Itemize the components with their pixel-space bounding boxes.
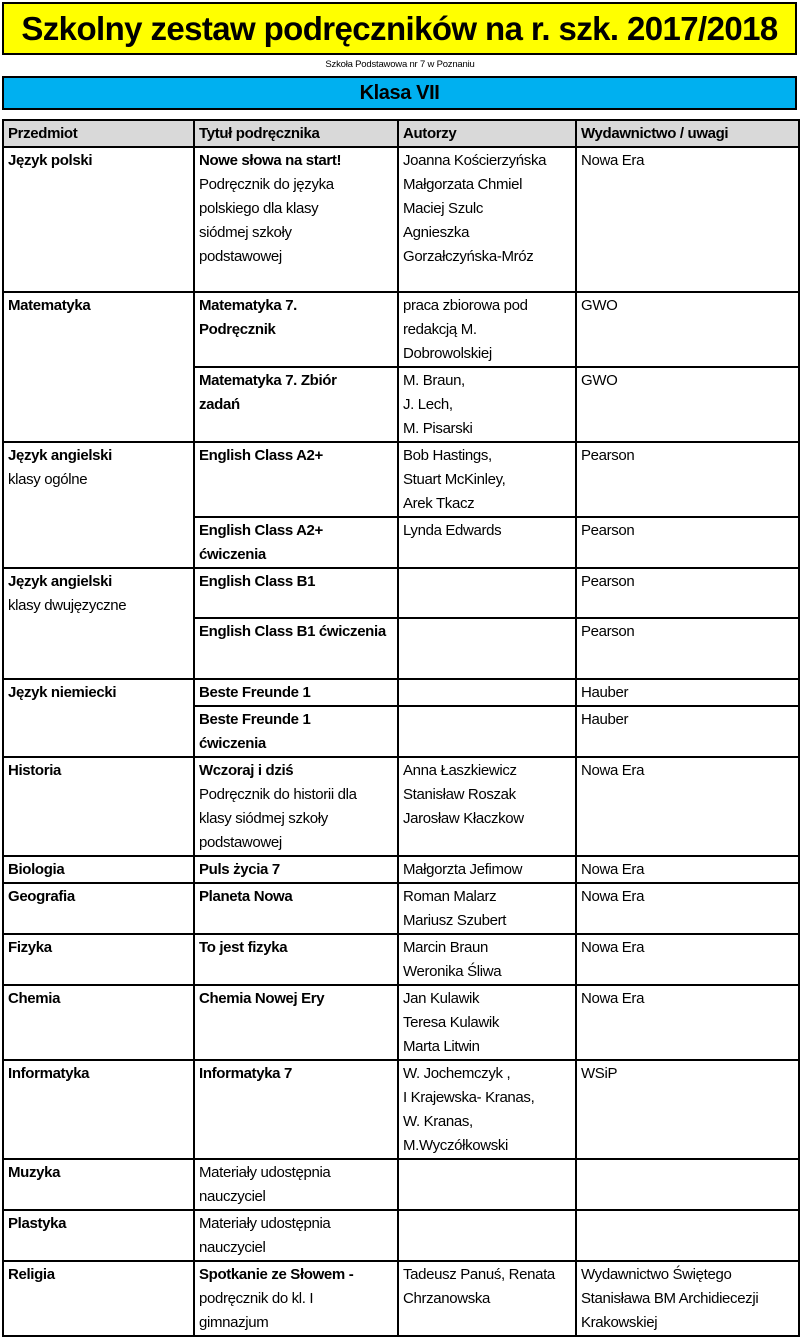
title-main: Beste Freunde 1 (199, 684, 311, 701)
title-main: ćwiczenia (199, 735, 266, 752)
title-description: klasy siódmej szkoły (199, 810, 328, 827)
title-main: English Class A2+ (199, 447, 323, 464)
publisher-line: Nowa Era (581, 762, 645, 779)
author-line: W. Jochemczyk , (403, 1065, 511, 1082)
cell-publisher (576, 568, 799, 618)
author-line: Dobrowolskiej (403, 345, 492, 362)
class-header-bar (2, 76, 797, 110)
table-row (3, 1060, 799, 1159)
table-row (3, 568, 799, 618)
cell-authors (398, 568, 576, 618)
subject-name: Plastyka (8, 1215, 67, 1232)
author-line: Agnieszka (403, 224, 470, 241)
title-main: Planeta Nowa (199, 888, 293, 905)
document-title-box (2, 2, 797, 55)
title-description: gimnazjum (199, 1314, 269, 1331)
title-main: Spotkanie ze Słowem - (199, 1266, 354, 1283)
publisher-line: Wydawnictwo Świętego (581, 1266, 732, 1283)
cell-publisher (576, 757, 799, 856)
cell-authors (398, 1210, 576, 1261)
cell-title (194, 883, 398, 934)
table-row (3, 706, 799, 757)
cell-subject (3, 618, 194, 679)
title-main: Puls życia 7 (199, 861, 280, 878)
title-main: To jest fizyka (199, 939, 288, 956)
title-main: zadań (199, 396, 240, 413)
publisher-line: GWO (581, 372, 618, 389)
cell-title (194, 147, 398, 292)
cell-publisher (576, 1159, 799, 1210)
cell-subject (3, 1261, 194, 1336)
cell-subject (3, 1159, 194, 1210)
cell-subject (3, 856, 194, 883)
author-line: Joanna Kościerzyńska (403, 152, 547, 169)
author-line: Tadeusz Panuś, Renata (403, 1266, 555, 1283)
cell-subject (3, 679, 194, 706)
cell-authors (398, 706, 576, 757)
cell-title (194, 618, 398, 679)
publisher-line: Krakowskiej (581, 1314, 658, 1331)
cell-authors (398, 517, 576, 568)
author-line: Małgorzata Chmiel (403, 176, 523, 193)
cell-publisher (576, 679, 799, 706)
cell-subject (3, 568, 194, 618)
author-line: W. Kranas, (403, 1113, 473, 1130)
title-description: nauczyciel (199, 1188, 266, 1205)
cell-publisher (576, 1210, 799, 1261)
cell-title (194, 517, 398, 568)
cell-publisher (576, 1261, 799, 1336)
author-line: Arek Tkacz (403, 495, 475, 512)
cell-publisher (576, 883, 799, 934)
title-main: Matematyka 7. (199, 297, 298, 314)
title-description: podstawowej (199, 834, 282, 851)
textbook-table (2, 119, 800, 1337)
cell-publisher (576, 618, 799, 679)
cell-publisher (576, 292, 799, 367)
cell-title (194, 1060, 398, 1159)
table-row (3, 618, 799, 679)
cell-authors (398, 757, 576, 856)
cell-subject (3, 367, 194, 442)
table-row (3, 1261, 799, 1336)
title-description: Podręcznik do języka (199, 176, 334, 193)
author-line: M.Wyczółkowski (403, 1137, 508, 1154)
publisher-line: Nowa Era (581, 939, 645, 956)
publisher-line: Pearson (581, 447, 635, 464)
cell-authors (398, 618, 576, 679)
cell-subject (3, 883, 194, 934)
cell-subject (3, 985, 194, 1060)
publisher-line: WSiP (581, 1065, 618, 1082)
table-row (3, 934, 799, 985)
cell-publisher (576, 706, 799, 757)
cell-authors (398, 367, 576, 442)
publisher-line: Pearson (581, 623, 635, 640)
subject-name: Fizyka (8, 939, 52, 956)
cell-subject (3, 1210, 194, 1261)
publisher-line: Hauber (581, 684, 629, 701)
cell-authors (398, 292, 576, 367)
title-description: nauczyciel (199, 1239, 266, 1256)
cell-title (194, 292, 398, 367)
cell-authors (398, 442, 576, 517)
cell-authors (398, 856, 576, 883)
author-line: Anna Łaszkiewicz (403, 762, 517, 779)
cell-title (194, 757, 398, 856)
author-line: Bob Hastings, (403, 447, 492, 464)
subject-name: Język angielski (8, 573, 112, 590)
subject-name: Religia (8, 1266, 55, 1283)
title-main: Podręcznik (199, 321, 276, 338)
author-line: Chrzanowska (403, 1290, 491, 1307)
table-row (3, 757, 799, 856)
cell-subject (3, 442, 194, 517)
class-label: Klasa VII (359, 81, 440, 104)
column-header-authors: Autorzy (398, 120, 576, 147)
author-line: J. Lech, (403, 396, 453, 413)
publisher-line: Nowa Era (581, 888, 645, 905)
cell-title (194, 442, 398, 517)
publisher-line: Nowa Era (581, 990, 645, 1007)
author-line: Lynda Edwards (403, 522, 502, 539)
subject-note: klasy ogólne (8, 471, 88, 488)
publisher-line: Nowa Era (581, 152, 645, 169)
school-name: Szkoła Podstawowa nr 7 w Poznaniu (325, 59, 475, 70)
cell-publisher (576, 1060, 799, 1159)
cell-subject (3, 1060, 194, 1159)
table-row (3, 517, 799, 568)
title-main: Matematyka 7. Zbiór (199, 372, 337, 389)
cell-subject (3, 934, 194, 985)
table-row (3, 147, 799, 292)
cell-publisher (576, 985, 799, 1060)
author-line: I Krajewska- Kranas, (403, 1089, 535, 1106)
author-line: Mariusz Szubert (403, 912, 507, 929)
author-line: Małgorzta Jefimow (403, 861, 523, 878)
subject-name: Język niemiecki (8, 684, 117, 701)
publisher-line: GWO (581, 297, 618, 314)
table-row (3, 367, 799, 442)
author-line: M. Braun, (403, 372, 465, 389)
cell-title (194, 706, 398, 757)
cell-authors (398, 883, 576, 934)
publisher-line: Pearson (581, 573, 635, 590)
cell-publisher (576, 367, 799, 442)
publisher-line: Stanisława BM Archidiecezji (581, 1290, 759, 1307)
cell-subject (3, 147, 194, 292)
author-line: praca zbiorowa pod (403, 297, 528, 314)
author-line: Jarosław Kłaczkow (403, 810, 524, 827)
subject-note: klasy dwujęzyczne (8, 597, 127, 614)
cell-publisher (576, 147, 799, 292)
subject-name: Historia (8, 762, 62, 779)
subject-name: Biologia (8, 861, 65, 878)
cell-title (194, 367, 398, 442)
cell-authors (398, 1060, 576, 1159)
cell-title (194, 1159, 398, 1210)
author-line: Stanisław Roszak (403, 786, 516, 803)
author-line: Marcin Braun (403, 939, 489, 956)
cell-title (194, 679, 398, 706)
title-description: podstawowej (199, 248, 282, 265)
cell-authors (398, 934, 576, 985)
table-row (3, 985, 799, 1060)
cell-subject (3, 706, 194, 757)
title-main: Wczoraj i dziś (199, 762, 294, 779)
table-row (3, 292, 799, 367)
cell-publisher (576, 934, 799, 985)
title-main: English Class B1 ćwiczenia (199, 623, 386, 640)
title-main: English Class A2+ (199, 522, 323, 539)
author-line: Gorzałczyńska-Mróz (403, 248, 534, 265)
author-line: redakcją M. (403, 321, 477, 338)
author-line: Maciej Szulc (403, 200, 483, 217)
title-main: ćwiczenia (199, 546, 266, 563)
title-main: English Class B1 (199, 573, 316, 590)
cell-publisher (576, 856, 799, 883)
cell-title (194, 1210, 398, 1261)
author-line: Stuart McKinley, (403, 471, 506, 488)
title-main: Beste Freunde 1 (199, 711, 311, 728)
cell-publisher (576, 517, 799, 568)
table-body (3, 147, 799, 1336)
author-line: Roman Malarz (403, 888, 497, 905)
subject-name: Chemia (8, 990, 61, 1007)
subject-name: Język angielski (8, 447, 112, 464)
subject-name: Muzyka (8, 1164, 61, 1181)
column-header-title: Tytuł podręcznika (194, 120, 398, 147)
table-row (3, 883, 799, 934)
cell-authors (398, 147, 576, 292)
cell-authors (398, 679, 576, 706)
title-description: polskiego dla klasy (199, 200, 319, 217)
table-row (3, 856, 799, 883)
author-line: M. Pisarski (403, 420, 473, 437)
cell-authors (398, 985, 576, 1060)
author-line: Weronika Śliwa (403, 963, 502, 980)
cell-subject (3, 292, 194, 367)
table-row (3, 442, 799, 517)
author-line: Marta Litwin (403, 1038, 480, 1055)
document-title: Szkolny zestaw podręczników na r. szk. 2017/2018 (21, 9, 778, 47)
title-main: Informatyka 7 (199, 1065, 292, 1082)
publisher-line: Hauber (581, 711, 629, 728)
publisher-line: Pearson (581, 522, 635, 539)
cell-title (194, 1261, 398, 1336)
author-line: Teresa Kulawik (403, 1014, 499, 1031)
author-line: Jan Kulawik (403, 990, 480, 1007)
subject-name: Język polski (8, 152, 93, 169)
publisher-line: Nowa Era (581, 861, 645, 878)
table-row (3, 1210, 799, 1261)
cell-title (194, 985, 398, 1060)
title-description: podręcznik do kl. I (199, 1290, 314, 1307)
cell-title (194, 568, 398, 618)
subject-name: Matematyka (8, 297, 91, 314)
title-description: Materiały udostępnia (199, 1164, 331, 1181)
cell-subject (3, 757, 194, 856)
title-main: Nowe słowa na start! (199, 152, 342, 169)
cell-subject (3, 517, 194, 568)
cell-authors (398, 1261, 576, 1336)
subject-name: Informatyka (8, 1065, 90, 1082)
subject-name: Geografia (8, 888, 75, 905)
title-main: Chemia Nowej Ery (199, 990, 325, 1007)
table-header-row (3, 120, 799, 147)
cell-title (194, 934, 398, 985)
title-description: Materiały udostępnia (199, 1215, 331, 1232)
title-description: siódmej szkoły (199, 224, 292, 241)
cell-title (194, 856, 398, 883)
title-description: Podręcznik do historii dla (199, 786, 357, 803)
cell-authors (398, 1159, 576, 1210)
column-header-publisher: Wydawnictwo / uwagi (576, 120, 799, 147)
table-row (3, 1159, 799, 1210)
table-row (3, 679, 799, 706)
column-header-subject: Przedmiot (3, 120, 194, 147)
cell-publisher (576, 442, 799, 517)
